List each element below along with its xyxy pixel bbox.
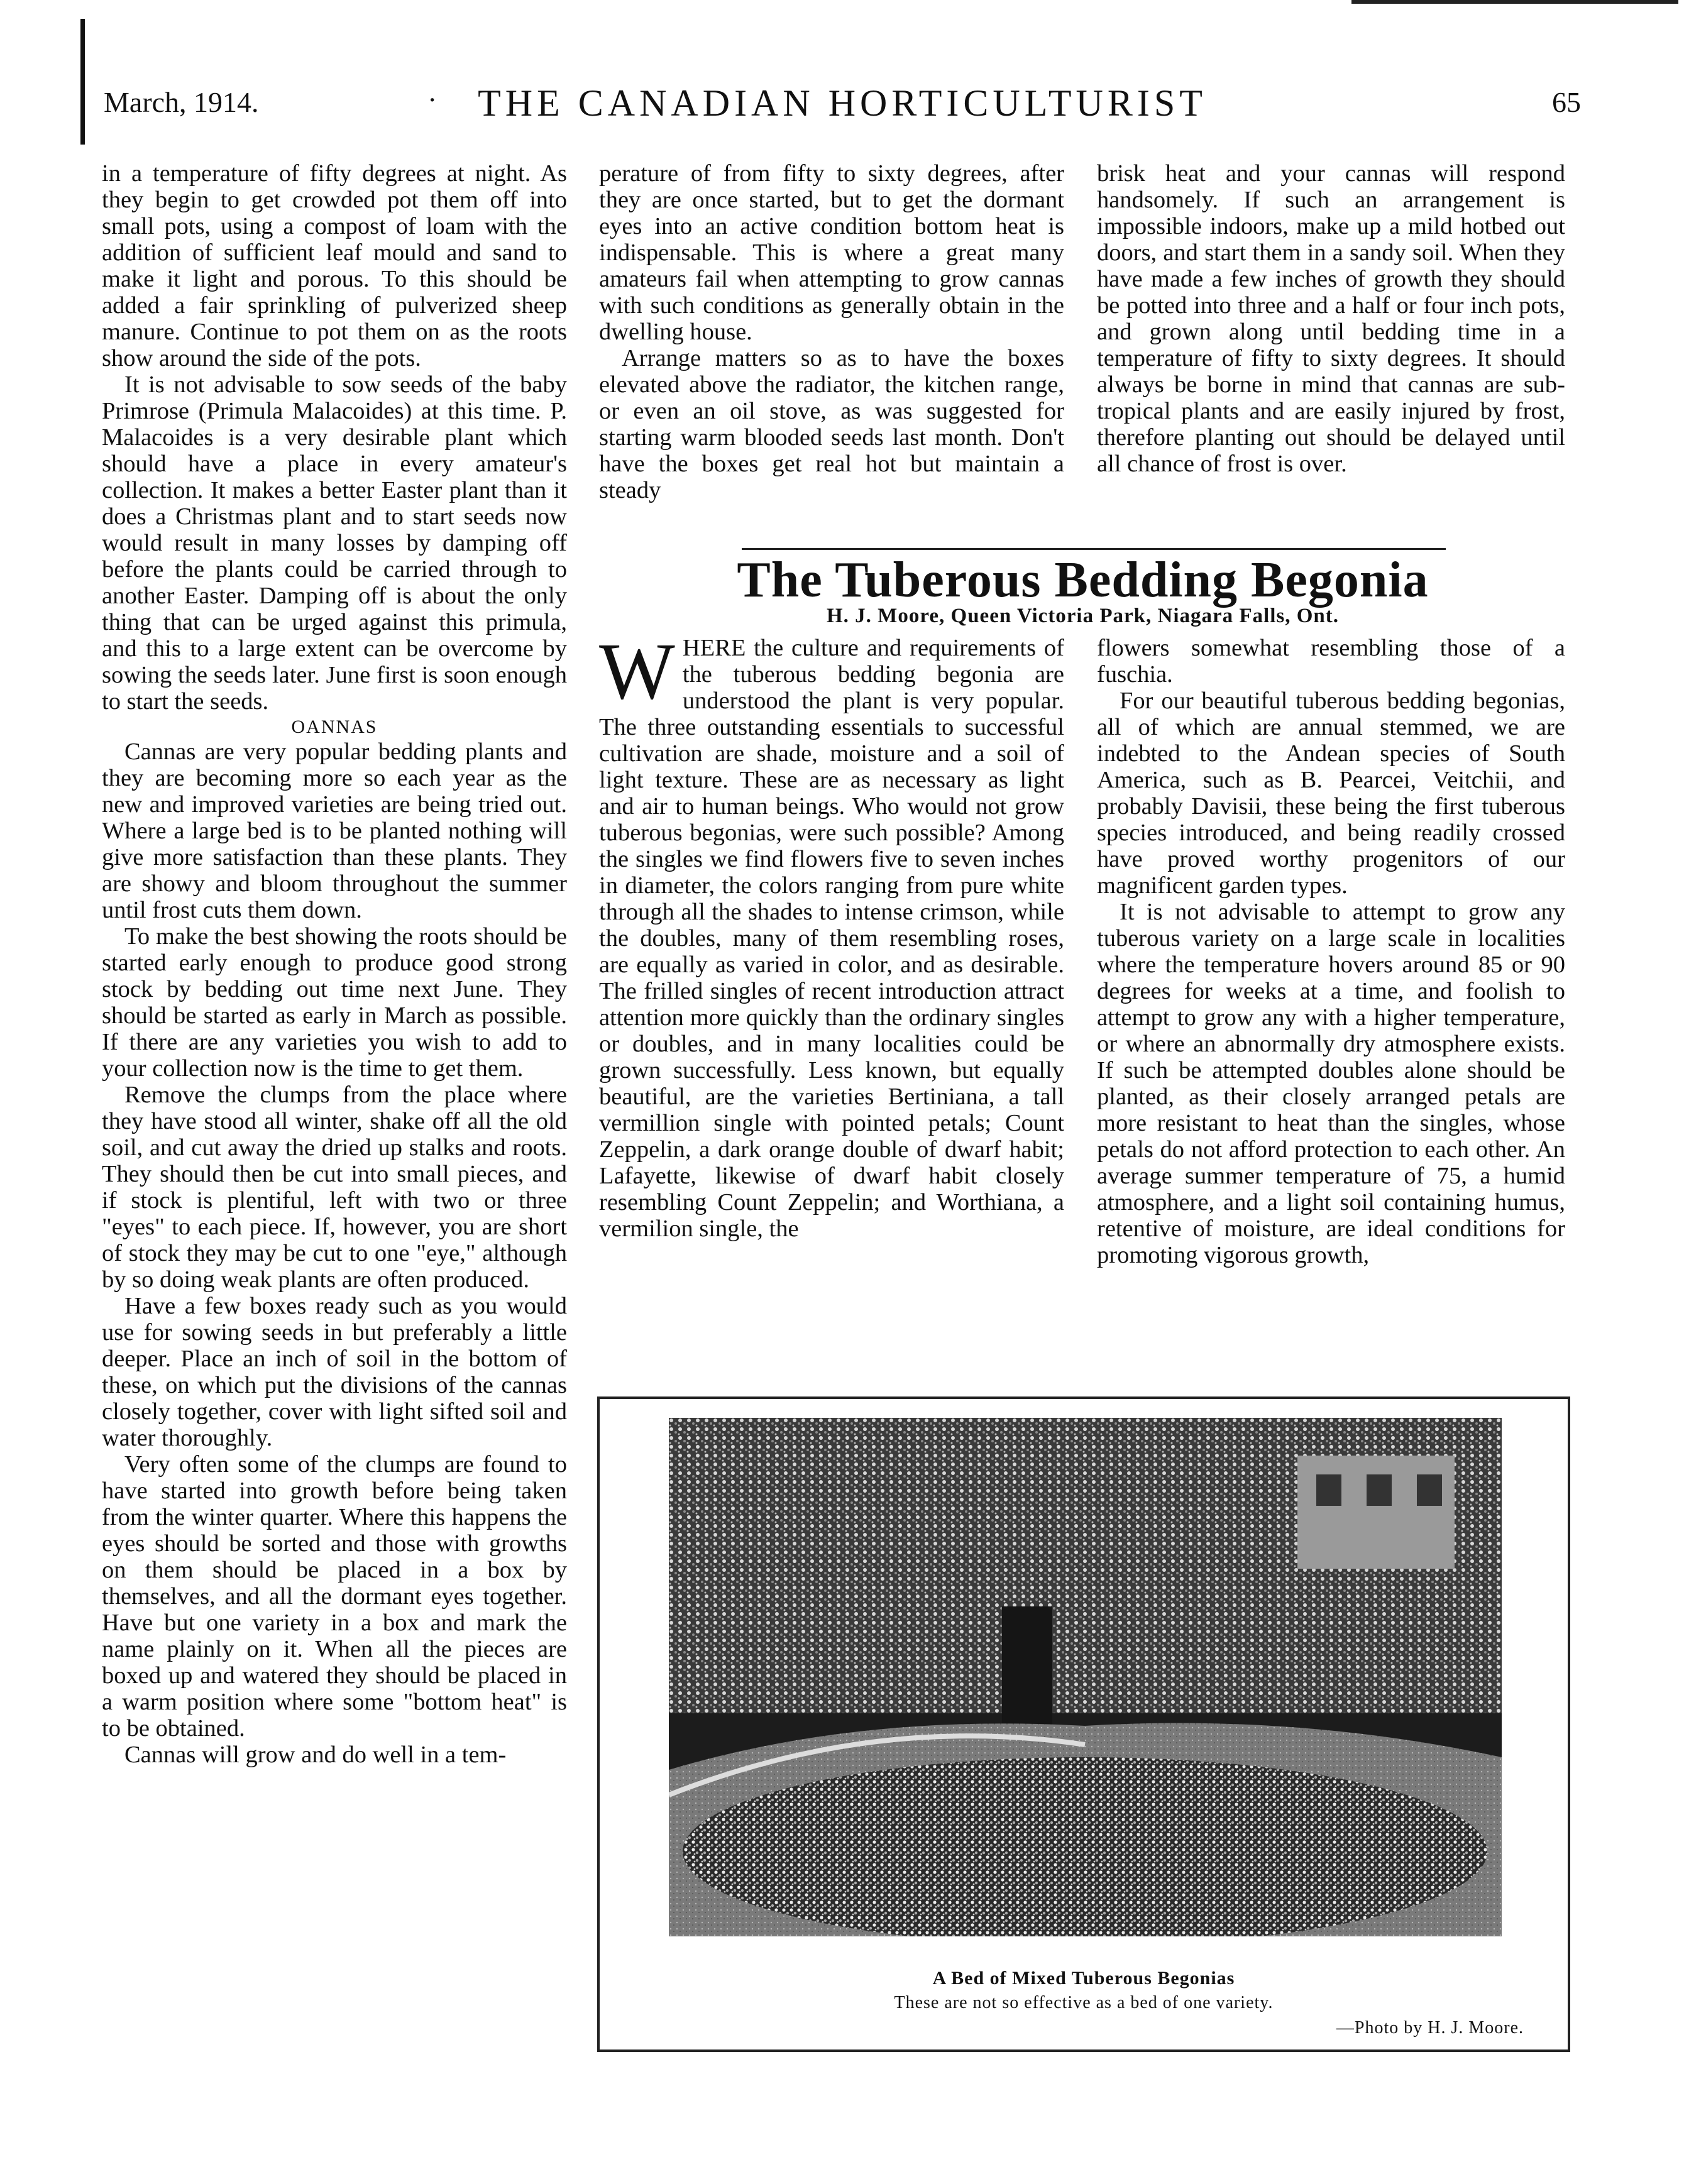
article-column-2 xyxy=(1097,635,1565,1268)
paragraph: Arrange matters so as to have the boxes elevated above the radiator, the kitchen range, or even an oil stove, as was suggested for starting warm blooded seeds last month. Don't have the boxes get real hot but maintain a steady xyxy=(599,345,1064,503)
magazine-title: THE CANADIAN HORTICULTURIST xyxy=(478,82,1207,124)
paragraph: perature of from fifty to sixty degrees, after they are once started, but to get the dormant eyes into an active condition bottom heat is indispensable. This is where a great many amateurs fail when attempting to grow cannas with such conditions as generally obtain in the dwelling house. xyxy=(599,160,1064,345)
paragraph: Cannas are very popular bedding plants and they are becoming more so each year as the new and improved varieties are being tried out. Where a large bed is to be planted nothing will give more satisfaction than these plants. They are showy and bloom throughout the summer until frost cuts them down. xyxy=(102,738,567,923)
page-number: 65 xyxy=(1552,86,1581,118)
running-head xyxy=(104,82,1581,132)
article-title: The Tuberous Bedding Begonia xyxy=(737,552,1429,608)
paragraph: It is not advisable to attempt to grow any tuberous variety on a large scale in localities where the temperature hovers around 85 or 90 degrees for weeks at a time, and foolish to attempt to grow any with a higher temperature, or where an abnormally dry atmosphere exists. If such be attempted doubles alone should be planted, as their closely arranged petals are more resistant to heat than the singles, whose petals do not afford protection to each other. An average summer temperature of 75, a humid atmosphere, and a light soil containing humus, retentive of moisture, are ideal conditions for promoting vigorous growth, xyxy=(1097,899,1565,1268)
article-divider-rule xyxy=(742,548,1446,550)
column-1 xyxy=(102,160,567,1768)
paragraph: in a temperature of fifty degrees at night. As they begin to get crowded pot them off into small pots, using a compost of loam with the addition of sufficient leaf mould and sand to make it light and porous. To this should be added a fair sprinkling of pulverized sheep manure. Continue to pot them on as the roots show around the side of the pots. xyxy=(102,160,567,371)
issue-date: March, 1914. xyxy=(104,86,259,118)
paragraph xyxy=(599,627,1064,1242)
begonia-bed-photo xyxy=(669,1418,1502,1936)
header-separator: · xyxy=(427,84,438,116)
figure-caption-title: A Bed of Mixed Tuberous Begonias xyxy=(932,1968,1235,1989)
paragraph: Very often some of the clumps are found to have started into growth before being taken from the winter quarter. Where this happens the eyes should be sorted and those with growths on them should be placed in a box by themselves, and all the dormant eyes together. Have but one variety in a box and mark the name plainly on it. When all the pieces are boxed up and watered they should be placed in a warm position where some "bottom heat" is to be obtained. xyxy=(102,1451,567,1742)
section-subhead: OANNAS xyxy=(291,716,378,737)
paragraph: Have a few boxes ready such as you would use for sowing seeds in but preferably a little deeper. Place an inch of soil in the bottom of these, on which put the divisions of the cannas closely together, cover with light sifted soil and water thoroughly. xyxy=(102,1293,567,1451)
paragraph: To make the best showing the roots should be started early enough to produce good strong stock by bedding out time next June. They should be started as early in March as possible. If there are any varieties you wish to add to your collection now is the time to get them. xyxy=(102,923,567,1082)
column-3-top xyxy=(1097,160,1565,477)
drop-cap: W xyxy=(599,627,675,716)
photo-credit: —Photo by H. J. Moore. xyxy=(1336,2018,1524,2038)
paragraph: brisk heat and your cannas will respond handsomely. If such an arrangement is impossible indoors, make up a mild hotbed out doors, and start them in a sandy soil. When they have made a few inches of growth they should be potted into three and a half or four inch pots, and grown along until bedding time in a temperature of fifty to sixty degrees. It should always be borne in mind that cannas are sub-tropical plants and are easily injured by frost, therefore planting out should be delayed until all chance of frost is over. xyxy=(1097,160,1565,477)
top-edge-rule xyxy=(1351,0,1678,4)
article-column-1 xyxy=(599,627,1064,1242)
figure-caption-note: These are not so effective as a bed of one variety. xyxy=(894,1993,1274,2012)
figure-frame xyxy=(597,1397,1570,2052)
paragraph: It is not advisable to sow seeds of the baby Primrose (Primula Malacoides) at this time. P. Malacoides is a very desirable plant which should have a place in every amateur's collection. It makes a better Easter plant than it does a Christmas plant and to start seeds now would result in many losses by damping off before the plants could be carried through to another Easter. Damping off is about the only thing that can be urged against this primula, and this to a large extent can be overcome by sowing the seeds later. June first is soon enough to start the seeds. xyxy=(102,371,567,715)
paragraph: Remove the clumps from the place where they have stood all winter, shake off all the old soil, and cut away the dried up stalks and roots. They should then be cut into small pieces, and if stock is plentiful, left with two or three "eyes" to each piece. If, however, you are short of stock they may be cut to one "eye," although by so doing weak plants are often produced. xyxy=(102,1082,567,1293)
article-byline: H. J. Moore, Queen Victoria Park, Niagara Falls, Ont. xyxy=(827,605,1339,627)
binding-edge-mark xyxy=(80,19,85,145)
column-2-top xyxy=(599,160,1064,503)
paragraph: For our beautiful tuberous bedding begonias, all of which are annual stemmed, we are indebted to the Andean species of South America, such as B. Pearcei, Veitchii, and probably Davisii, these being the first tuberous species introduced, and being readily crossed have proved worthy progenitors of our magnificent garden types. xyxy=(1097,688,1565,899)
paragraph-text: HERE the culture and requirements of the tuberous bedding begonia are understood the plant is very popular. The three outstanding essentials to successful cultivation are shade, moisture and a soil of light texture. These are as necessary as light and air to human beings. Who would not grow tuberous begonias, were such possible? Among the singles we find flowers five to seven inches in diameter, the colors ranging from pure white through all the shades to intense crimson, while the doubles, many of them resembling roses, are equally as varied in color, and as desirable. The frilled singles of recent introduction attract attention more quickly than the ordinary singles or doubles, and in many localities could be grown successfully. Less known, but equally beautiful, are the varieties Bertiniana, a tall vermillion single with pointed petals; Count Zeppelin, a dark orange double of dwarf habit; Lafayette, likewise of dwarf habit closely resembling Count Zeppelin; and Worthiana, a vermilion single, the xyxy=(599,635,1064,1242)
paragraph: Cannas will grow and do well in a tem- xyxy=(124,1742,507,1768)
paragraph: flowers somewhat resembling those of a fuschia. xyxy=(1097,635,1565,688)
